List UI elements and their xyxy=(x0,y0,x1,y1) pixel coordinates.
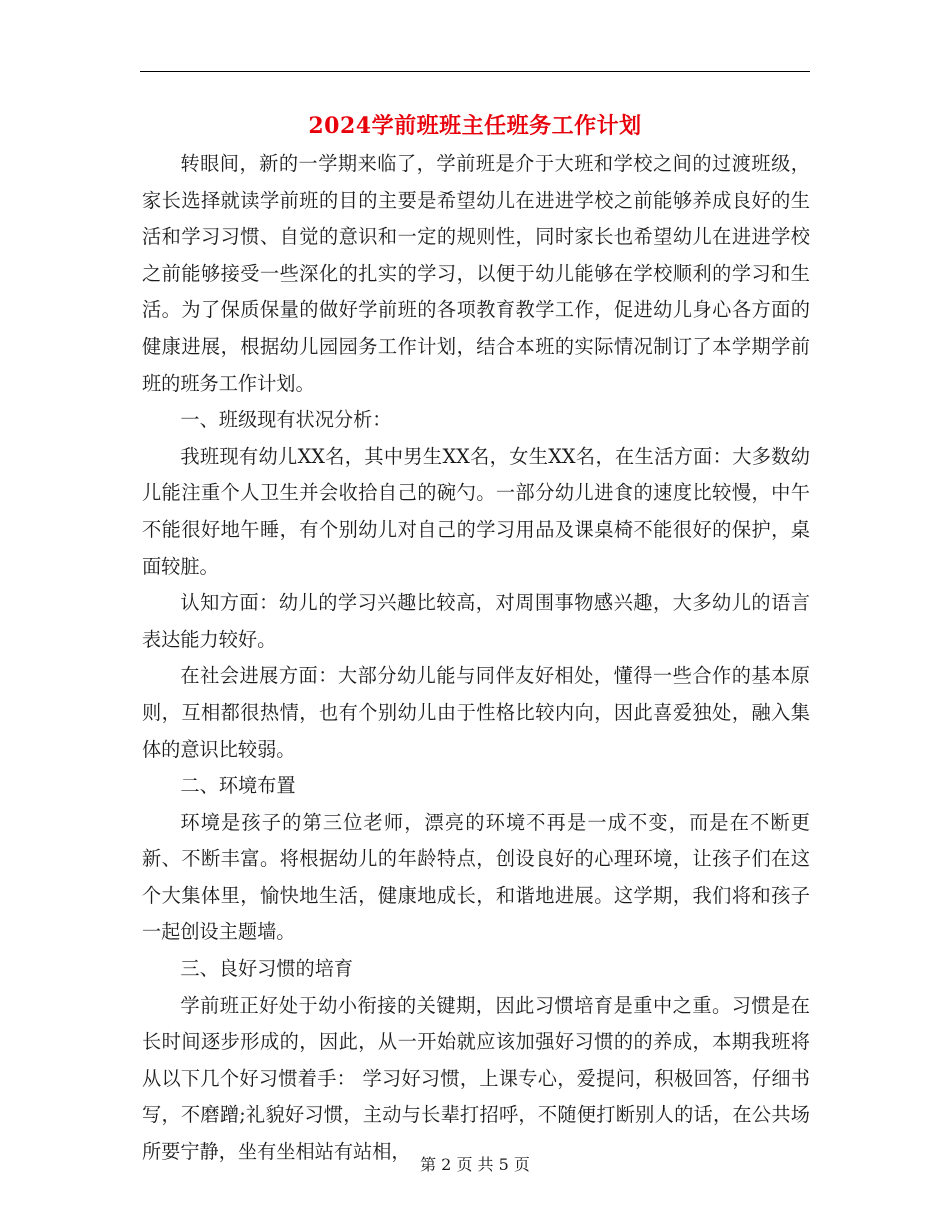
section-heading-2: 二、环境布置 xyxy=(180,774,296,798)
section-heading-3: 三、良好习惯的培育 xyxy=(180,957,354,981)
document-title: 2024学前班班主任班务工作计划 xyxy=(308,113,642,139)
habits-paragraph: 学前班正好处于幼小衔接的关键期，因此习惯培育是重中之重。习惯是在长时间逐步形成的，因此，从一开始就应该加强好习惯的的养成，本期我班将从以下几个好习惯着手： 学习好习惯，上课专心，爱提问，积极回答，仔细书写，不磨蹭;礼貌好习惯，主动与长辈打招呼，不随便打断别人的话，在公共场所要宁静，坐有坐相站有站相， xyxy=(142,993,810,1164)
page-number: 第 2 页 共 5 页 xyxy=(420,1155,530,1174)
section-heading-1: 一、班级现有状况分析： xyxy=(180,408,392,432)
document-body xyxy=(142,146,810,1171)
environment-paragraph: 环境是孩子的第三位老师，漂亮的环境不再是一成不变，而是在不断更新、不断丰富。将根据幼儿的年龄特点，创设良好的心理环境，让孩子们在这个大集体里，愉快地生活，健康地成长，和谐地进展。这学期，我们将和孩子一起创设主题墙。 xyxy=(142,810,810,944)
intro-paragraph: 转眼间，新的一学期来临了，学前班是介于大班和学校之间的过渡班级，家长选择就读学前班的目的主要是希望幼儿在进进学校之前能够养成良好的生活和学习习惯、自觉的意识和一定的规则性，同时家长也希望幼儿在进进学校之前能够接受一些深化的扎实的学习，以便于幼儿能够在学校顺利的学习和生活。为了保质保量的做好学前班的各项教育教学工作，促进幼儿身心各方面的健康进展，根据幼儿园园务工作计划，结合本班的实际情况制订了本学期学前班的班务工作计划。 xyxy=(142,152,810,395)
class-status-paragraph: 我班现有幼儿XX名，其中男生XX名，女生XX名，在生活方面：大多数幼儿能注重个人卫生并会收拾自己的碗勺。一部分幼儿进食的速度比较慢，中午不能很好地午睡，有个别幼儿对自己的学习用品及课桌椅不能很好的保护，桌面较脏。 xyxy=(142,444,810,578)
header-rule xyxy=(140,71,810,72)
social-paragraph: 在社会进展方面：大部分幼儿能与同伴友好相处，懂得一些合作的基本原则，互相都很热情，也有个别幼儿由于性格比较内向，因此喜爱独处，融入集体的意识比较弱。 xyxy=(142,664,810,761)
cognition-paragraph: 认知方面：幼儿的学习兴趣比较高，对周围事物感兴趣，大多幼儿的语言表达能力较好。 xyxy=(142,591,810,651)
